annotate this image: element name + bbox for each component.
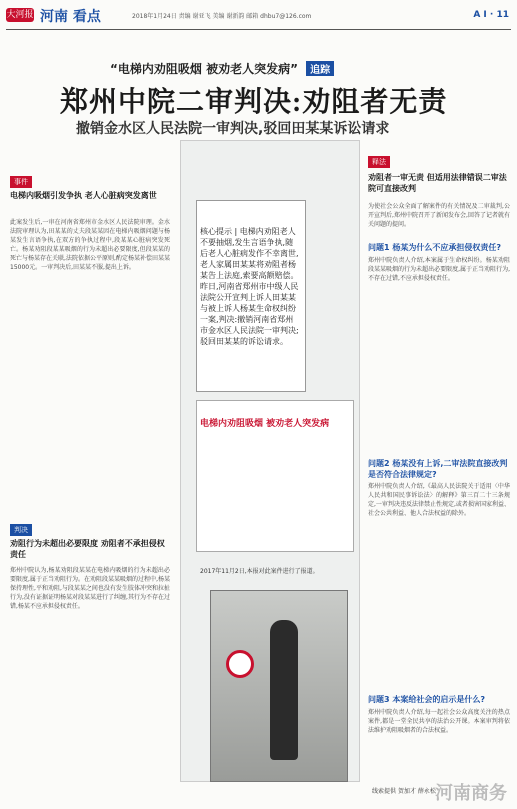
editor-credit: 线索提供 贺加才 薛永松 — [372, 788, 436, 795]
label-ruling: 判决 — [10, 524, 32, 536]
answer-1: 郑州中院负责人介绍,本案属于生命权纠纷。杨某劝阻段某某吸烟的行为未超出必要限度,属于正当劝阻行为,不存在过错,不应承担侵权责任。 — [368, 257, 510, 282]
paper-logo: 大河报 — [6, 10, 34, 20]
no-smoking-icon — [226, 650, 254, 678]
section-title: 河南 看点 — [40, 9, 101, 25]
notice-text: 核心提示 | 电梯内劝阻老人不要抽烟,发生言语争执,随后老人心脏病发作不幸离世,老人家属田某某将劝阻者杨某告上法庭,索要高额赔偿。昨日,河南省郑州市中级人民法院公开宣判上诉人田某某与被上诉人杨某生命权纠纷一案,判决:撤销河南省郑州市金水区人民法院一审判决;驳回田某某的诉讼请求。 — [200, 227, 299, 346]
ruling-text: 郑州中院认为,杨某劝阻段某某在电梯内吸烟的行为未超出必要限度,属于正当劝阻行为。在劝阻段某某吸烟的过程中,杨某保持理性,平和劝阻,与段某某之间也没有发生肢体冲突和拉扯行为,没有证据证明杨某对段某某进行了纠缠,其行为不存在过错,杨某不应承担侵权责任。 — [10, 567, 170, 610]
event-title: 电梯内吸烟引发争执 老人心脏病突发离世 — [10, 191, 157, 200]
question-2: 问题2 杨某没有上诉,二审法院直接改判是否符合法律规定? — [368, 459, 508, 479]
issue-meta: 2018年1月24日 责编 谢亚飞 美编 谢新韵 邮箱 dhbu7@126.com — [132, 13, 312, 20]
answer-2: 郑州中院负责人介绍,《最高人民法院关于适用〈中华人民共和国民事诉讼法〉的解释》第三百二十三条规定,一审判决违反法律禁止性规定,或者损害国家利益、社会公共利益、他人合法权益的除外。 — [368, 483, 510, 517]
kicker — [110, 60, 334, 77]
kicker-text: “电梯内劝阻吸烟 被劝老人突发病” — [110, 62, 298, 76]
law-title: 劝阻者一审无责 但适用法律错误二审法院可直接改判 — [368, 173, 507, 193]
question-1: 问题1 杨某为什么不应承担侵权责任? — [368, 243, 501, 252]
label-event: 事件 — [10, 176, 32, 188]
label-law: 释法 — [368, 156, 390, 168]
ruling-title: 劝阻行为未超出必要限度 劝阻者不承担侵权责任 — [10, 539, 165, 559]
header-rule — [6, 29, 511, 30]
question-3: 问题3 本案给社会的启示是什么? — [368, 695, 485, 704]
photo-caption: 2017年11月2日,本报对此案件进行了报道。 — [200, 568, 319, 575]
clipping-title: 电梯内劝阻吸烟 被劝老人突发病 — [200, 419, 330, 429]
man-silhouette — [270, 620, 298, 760]
page-number: A I · 11 — [473, 10, 509, 20]
headline: 郑州中院二审判决:劝阻者无责 — [60, 87, 448, 118]
footer-watermark: 河南商务 — [435, 783, 507, 804]
law-intro: 为使社会公众全面了解案件的有关情况及二审裁判,公开宣判后,郑州中院召开了新闻发布会,回答了记者就有关问题的提问。 — [368, 203, 510, 228]
answer-3: 郑州中院负责人介绍,每一起社会公众高度关注的热点案件,都是一堂全民共享的法治公开课。本案审判将依法维护劝阻吸烟者的合法权益。 — [368, 709, 510, 734]
subheadline: 撤销金水区人民法院一审判决,驳回田某某诉讼请求 — [76, 121, 390, 137]
page-header — [0, 0, 517, 32]
kicker-tag: 追踪 — [306, 61, 334, 76]
event-text: 此案发生后,一审在河南省郑州市金水区人民法院审理。金水法院审理认为,田某某的丈夫段某某因在电梯内吸烟问题与杨某发生言语争执,在双方的争执过程中,段某某心脏病突发死亡。杨某劝阻段某某吸烟的行为未超出必要限度,但段某某的死亡与杨某存在关联,法院依据公平原则,酌定杨某补偿田某某15000元。一审判决后,田某某不服,提出上诉。 — [10, 219, 170, 271]
